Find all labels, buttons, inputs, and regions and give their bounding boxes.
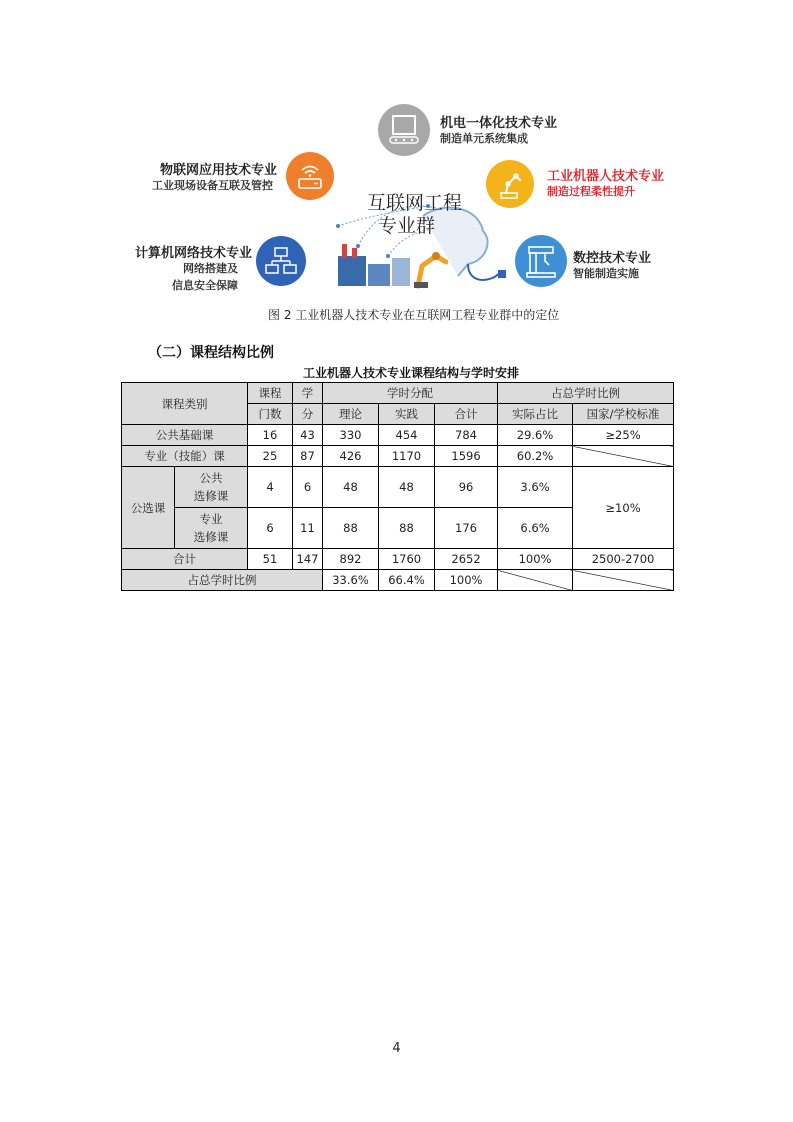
row-professional-name: 专业（技能）课 xyxy=(122,446,248,467)
header-total: 合计 xyxy=(435,404,498,425)
cell-practice: 66.4% xyxy=(379,570,435,591)
cell-theory: 330 xyxy=(323,425,379,446)
table-header-row-1 xyxy=(122,383,674,404)
header-hours: 学时分配 xyxy=(323,383,498,404)
cell-practice: 1170 xyxy=(379,446,435,467)
cell-practice: 454 xyxy=(379,425,435,446)
section-heading: （二）课程结构比例 xyxy=(148,345,274,361)
table-row xyxy=(122,549,674,570)
cell-theory: 892 xyxy=(323,549,379,570)
cell-total: 96 xyxy=(435,467,498,508)
cell-standard-empty-diagonal xyxy=(573,570,674,591)
cell-credits: 6 xyxy=(293,467,323,508)
table-title: 工业机器人技术专业课程结构与学时安排 xyxy=(303,366,520,380)
cell-theory: 88 xyxy=(323,508,379,549)
center-label-line2: 专业群 xyxy=(378,215,436,237)
cell-actual: 3.6% xyxy=(498,467,573,508)
node-network-subtitle-line2: 信息安全保障 xyxy=(172,279,238,292)
node-cnc-subtitle: 智能制造实施 xyxy=(573,267,639,280)
cell-practice: 1760 xyxy=(379,549,435,570)
center-label-line1: 互联网工程 xyxy=(367,192,463,214)
cell-total: 1596 xyxy=(435,446,498,467)
wifi-device-icon xyxy=(286,152,334,200)
cell-courses: 16 xyxy=(248,425,293,446)
row-elective-group-name: 公选课 xyxy=(122,467,175,549)
cell-elective-standard: ≥10% xyxy=(573,467,674,549)
row-public-elective-name xyxy=(175,467,248,508)
cell-courses: 4 xyxy=(248,467,293,508)
cell-theory: 426 xyxy=(323,446,379,467)
node-network-circle xyxy=(256,236,306,286)
cell-total: 2652 xyxy=(435,549,498,570)
header-credits-1: 学 xyxy=(293,383,323,404)
node-robot-title: 工业机器人技术专业 xyxy=(547,169,665,184)
cell-actual-empty-diagonal xyxy=(498,570,573,591)
machine-icon xyxy=(378,104,430,156)
cell-courses: 6 xyxy=(248,508,293,549)
header-courses-1: 课程 xyxy=(248,383,293,404)
cell-total: 100% xyxy=(435,570,498,591)
prof-elective-name-line1: 专业 xyxy=(199,512,223,526)
cell-actual: 6.6% xyxy=(498,508,573,549)
curriculum-table xyxy=(121,382,674,591)
header-standard: 国家/学校标准 xyxy=(573,404,674,425)
robot-arm-icon xyxy=(486,160,534,208)
figure-caption: 图 2 工业机器人技术专业在互联网工程专业群中的定位 xyxy=(268,308,560,322)
header-courses-2: 门数 xyxy=(248,404,293,425)
header-credits-2: 分 xyxy=(293,404,323,425)
header-practice: 实践 xyxy=(379,404,435,425)
page-number: 4 xyxy=(392,1041,401,1056)
table-row xyxy=(122,446,674,467)
header-actual: 实际占比 xyxy=(498,404,573,425)
node-cnc-title: 数控技术专业 xyxy=(573,251,652,266)
cell-total: 176 xyxy=(435,508,498,549)
cell-practice: 48 xyxy=(379,467,435,508)
cell-standard-empty-diagonal xyxy=(573,446,674,467)
node-cnc-circle xyxy=(515,235,567,287)
public-elective-name-line1: 公共 xyxy=(199,471,223,485)
node-mechatronics-circle xyxy=(378,104,430,156)
cell-standard: 2500-2700 xyxy=(573,549,674,570)
node-robot-subtitle: 制造过程柔性提升 xyxy=(547,185,635,198)
node-robot-circle xyxy=(486,160,534,208)
cell-courses: 25 xyxy=(248,446,293,467)
cell-actual: 29.6% xyxy=(498,425,573,446)
header-ratio: 占总学时比例 xyxy=(498,383,674,404)
node-mechatronics-subtitle: 制造单元系统集成 xyxy=(440,132,528,145)
cell-actual: 60.2% xyxy=(498,446,573,467)
node-iot-subtitle: 工业现场设备互联及管控 xyxy=(152,179,273,192)
cell-credits: 87 xyxy=(293,446,323,467)
cell-credits: 43 xyxy=(293,425,323,446)
node-network-title: 计算机网络技术专业 xyxy=(135,246,253,261)
node-mechatronics-title: 机电一体化技术专业 xyxy=(440,116,558,131)
row-sum-name: 合计 xyxy=(122,549,248,570)
prof-elective-name-line2: 选修课 xyxy=(193,530,229,544)
row-ratio-name: 占总学时比例 xyxy=(122,570,323,591)
header-theory: 理论 xyxy=(323,404,379,425)
header-category: 课程类别 xyxy=(122,383,248,425)
cell-courses: 51 xyxy=(248,549,293,570)
node-iot-title: 物联网应用技术专业 xyxy=(160,163,278,178)
network-icon xyxy=(256,236,306,286)
cnc-machine-icon xyxy=(515,235,567,287)
cell-total: 784 xyxy=(435,425,498,446)
cell-credits: 147 xyxy=(293,549,323,570)
cell-actual: 100% xyxy=(498,549,573,570)
row-public-basic-name: 公共基础课 xyxy=(122,425,248,446)
cell-practice: 88 xyxy=(379,508,435,549)
row-prof-elective-name xyxy=(175,508,248,549)
node-iot-circle xyxy=(286,152,334,200)
cell-standard: ≥25% xyxy=(573,425,674,446)
public-elective-name-line2: 选修课 xyxy=(193,489,229,503)
cell-credits: 11 xyxy=(293,508,323,549)
table-row xyxy=(122,467,674,508)
table-row xyxy=(122,425,674,446)
table-row xyxy=(122,570,674,591)
cell-theory: 48 xyxy=(323,467,379,508)
cell-theory: 33.6% xyxy=(323,570,379,591)
node-network-subtitle-line1: 网络搭建及 xyxy=(183,262,238,275)
